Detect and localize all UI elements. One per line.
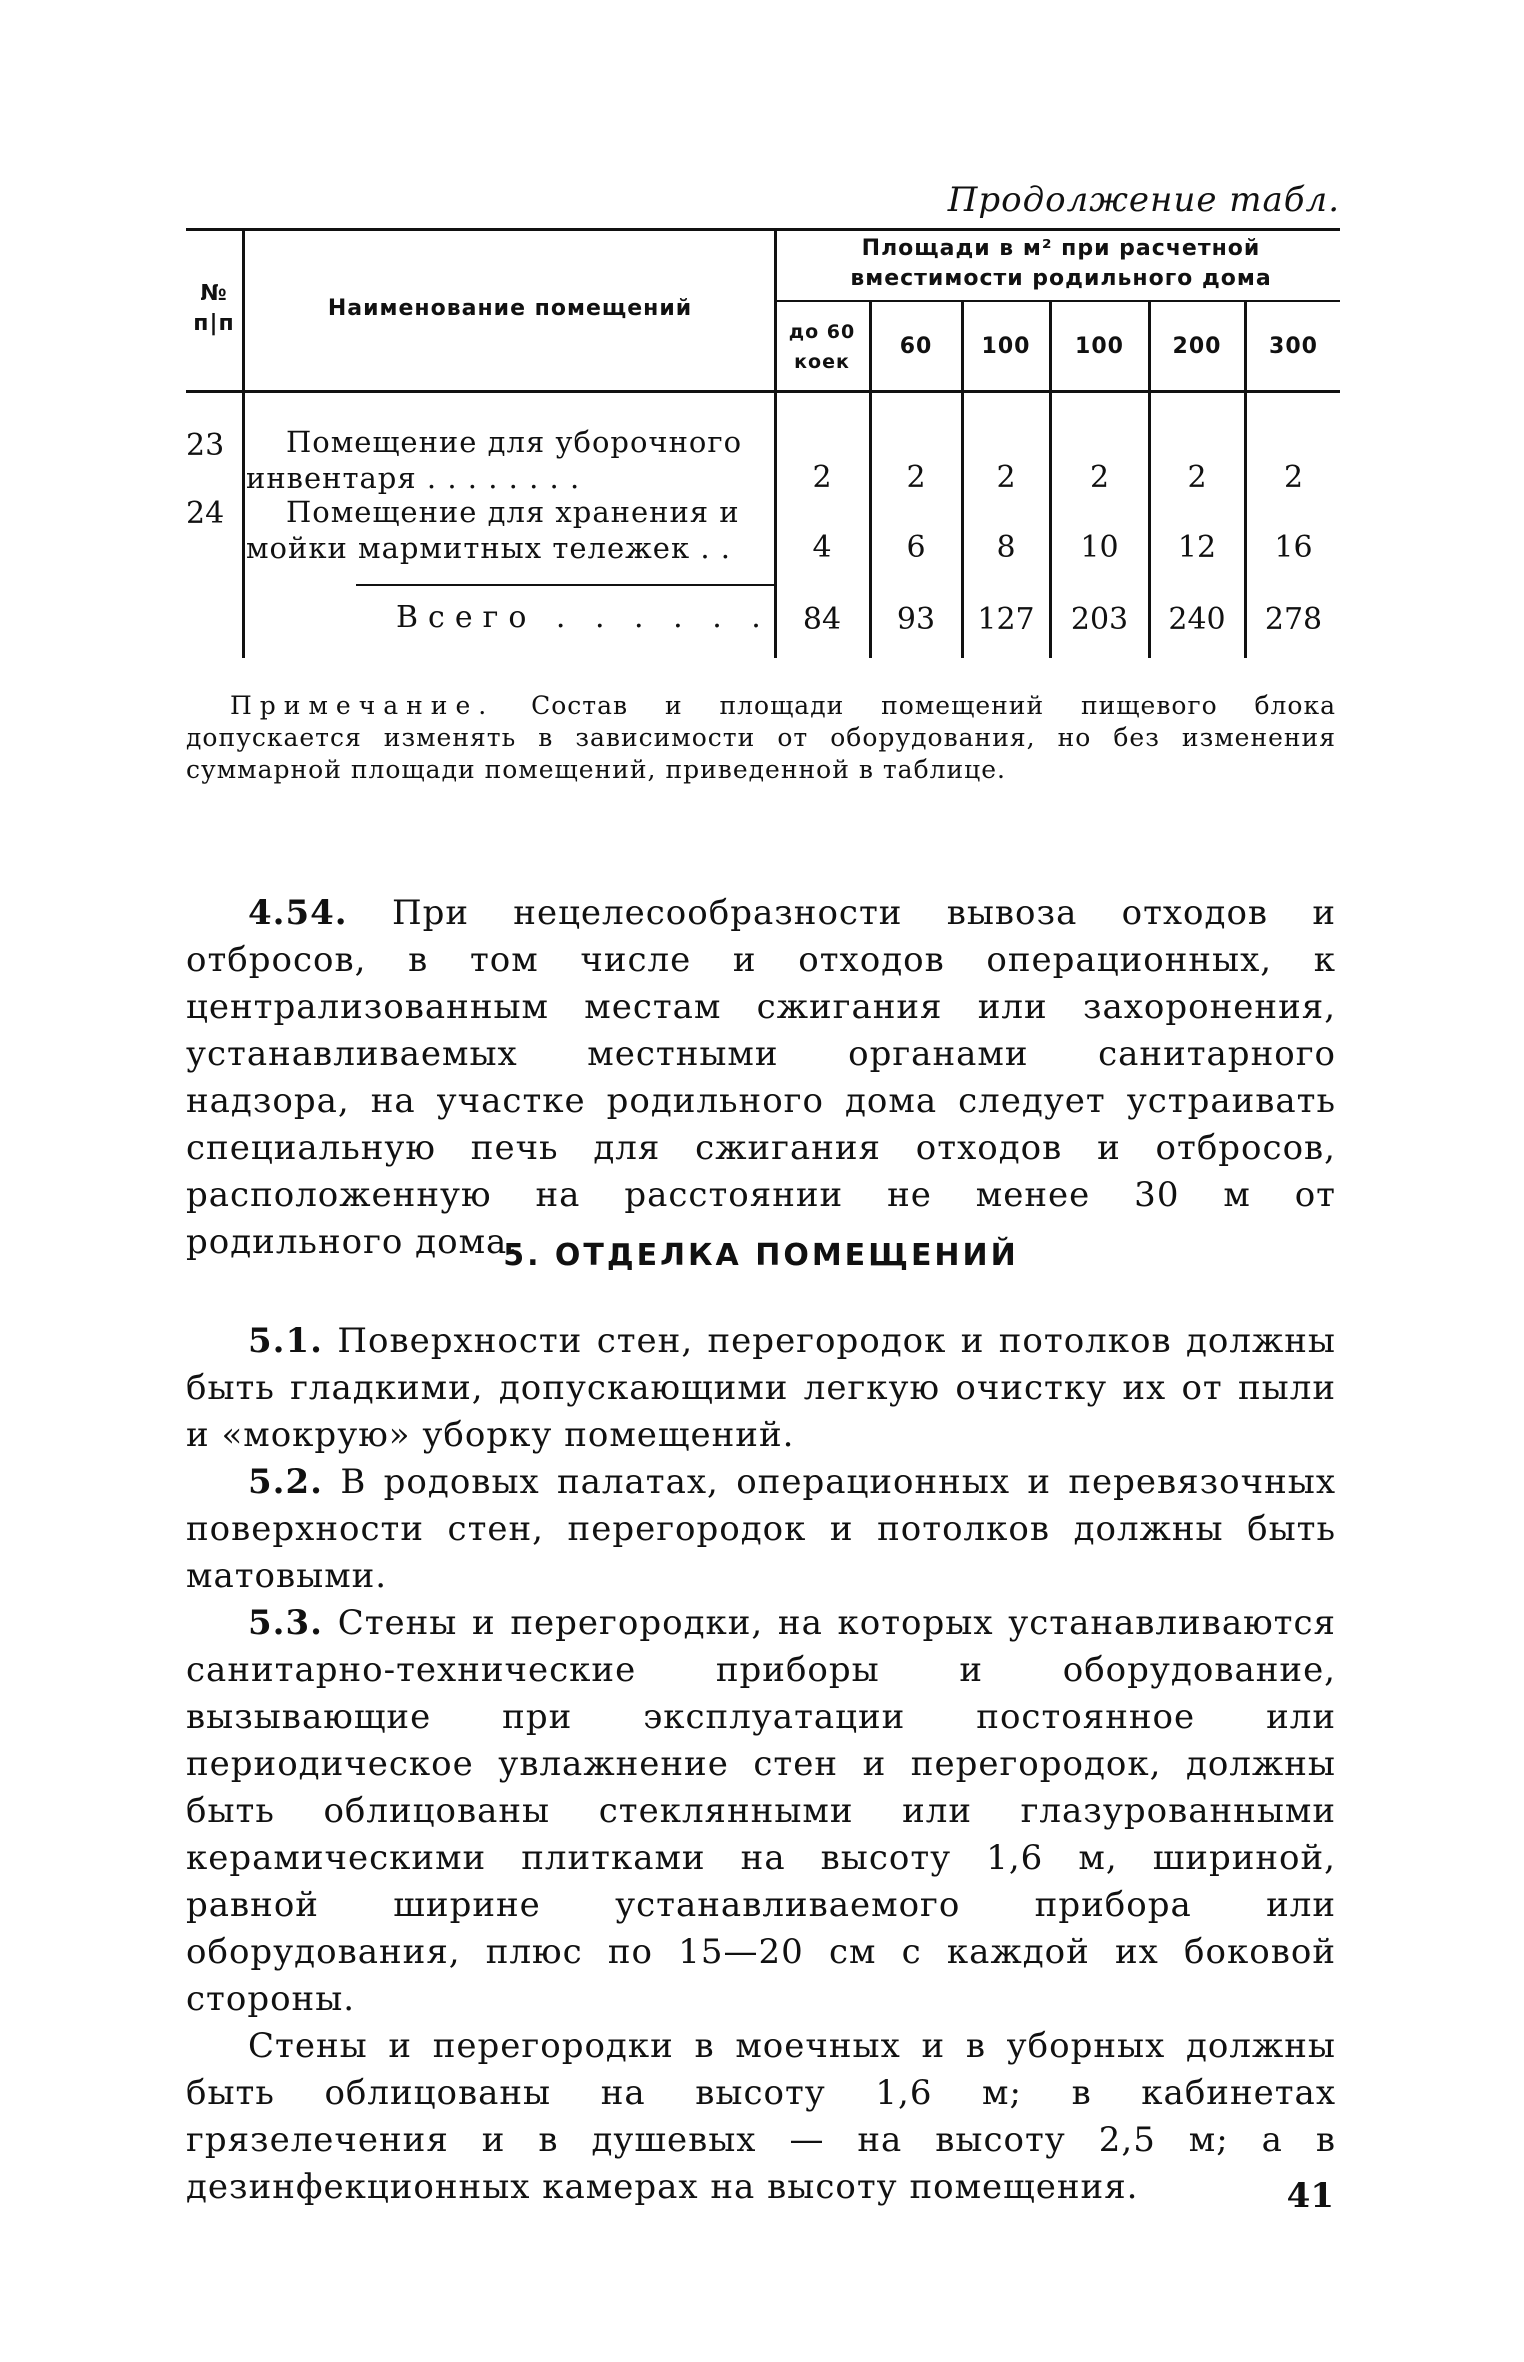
paragraph-5-3-continued — [186, 2023, 1336, 2211]
paragraph-4-54 — [186, 890, 1336, 1266]
header-room-name: Наименование помещений — [327, 296, 693, 321]
header-cap-6: 300 — [1269, 334, 1318, 359]
total-val-2: 93 — [896, 602, 936, 637]
row-23-val-1: 2 — [812, 460, 832, 495]
header-cap-5: 200 — [1172, 334, 1222, 359]
row-24-val-3: 8 — [996, 530, 1016, 565]
row-24-val-6: 16 — [1274, 530, 1313, 565]
header-area-group: Площади в м² при расчетной вместимости родильного дома — [850, 236, 1272, 291]
row-23-name-line2: инвентаря . . . . . . . . — [246, 461, 581, 495]
total-val-1: 84 — [802, 602, 842, 637]
section-title: 5. ОТДЕЛКА ПОМЕЩЕНИЙ — [503, 1238, 1019, 1273]
row-24-val-1: 4 — [812, 530, 832, 565]
row-24-val-2: 6 — [906, 530, 926, 565]
paragraph-5-1-number: 5.1. — [248, 1321, 323, 1361]
rooms-area-table — [186, 228, 1340, 658]
header-cap-3: 100 — [981, 334, 1031, 359]
table-note — [186, 690, 1336, 786]
paragraph-5-3-continued-text: Стены и перегородки в моечных и в уборных должны быть облицованы на высоту 1,6 м; в кабинетах грязелечения и в душевых — на высоту 2,5 м; а в дезинфекционных камерах на высоту помещения. — [186, 2026, 1336, 2207]
row-23-val-4: 2 — [1089, 460, 1110, 495]
header-number: № п|п — [193, 281, 235, 336]
col-no-rule — [242, 228, 245, 658]
row-23-val-5: 2 — [1187, 460, 1207, 495]
paragraph-4-54-number: 4.54. — [248, 893, 348, 933]
row-23-val-6: 2 — [1283, 460, 1304, 495]
row-23-number: 23 — [186, 428, 225, 463]
paragraph-5-1-text: Поверхности стен, перегородок и потолков должны быть гладкими, допускающими легкую очистку их от пыли и «мокрую» уборку помещений. — [186, 1321, 1336, 1455]
paragraph-5-2 — [186, 1459, 1336, 1600]
paragraph-5-2-number: 5.2. — [248, 1462, 323, 1502]
total-val-4: 203 — [1070, 602, 1129, 637]
header-cap-4: 100 — [1075, 334, 1124, 359]
section-5-paragraphs — [186, 1318, 1336, 2211]
paragraph-5-1 — [186, 1318, 1336, 1459]
row-23-name — [246, 424, 770, 496]
row-24-name — [246, 494, 770, 566]
row-23-val-2: 2 — [906, 460, 926, 495]
row-24-number: 24 — [186, 496, 225, 531]
row-24-name-line2: мойки мармитных тележек . . — [246, 531, 731, 565]
total-label: Всего . . . . . . — [396, 600, 771, 635]
continuation-label: Продолжение табл. — [947, 180, 1340, 220]
paragraph-5-3-number: 5.3. — [248, 1603, 323, 1643]
row-24-val-4: 10 — [1080, 530, 1119, 565]
paragraph-4-54-text: При нецелесообразности вывоза отходов и отбросов, в том числе и отходов операционных, к централизованным местам сжигания или захоронения, устанавливаемых местными органами санитарного надзора, на участке родильного дома следует устраивать специальную печь для сжигания отходов и отбросов, расположенную на расстоянии не менее 30 м от родильного дома. — [186, 893, 1337, 1262]
header-cap-2: 60 — [899, 334, 933, 359]
row-23-name-line1: Помещение для уборочного — [286, 425, 743, 459]
total-val-5: 240 — [1168, 602, 1226, 637]
note-text: Состав и площади помещений пищевого блока допускается изменять в зависимости от оборудования, но без изменения суммарной площади помещений, приведенной в таблице. — [186, 691, 1336, 784]
col-name-rule — [774, 228, 777, 658]
row-24-val-5: 12 — [1177, 530, 1217, 565]
row-23-val-3: 2 — [996, 460, 1016, 495]
total-top-rule — [356, 584, 776, 586]
note-label: Примечание. — [230, 691, 495, 720]
row-24-name-line1: Помещение для хранения и — [286, 495, 740, 529]
header-bottom-rule — [186, 390, 1340, 393]
header-cap-1: до 60 коек — [788, 321, 856, 373]
paragraph-5-3 — [186, 1600, 1336, 2023]
page-number: 41 — [1286, 2176, 1334, 2216]
total-val-3: 127 — [977, 602, 1035, 637]
paragraph-5-3-text: Стены и перегородки, на которых устанавливаются санитарно-технические приборы и оборудование, вызывающие при эксплуатации постоянное или периодическое увлажнение стен и перегородок, должны быть облицованы стеклянными или глазурованными керамическими плитками на высоту 1,6 м, шириной, равной ширине устанавливаемого прибора или оборудования, плюс по 15—20 см с каждой их боковой стороны. — [186, 1603, 1336, 2019]
paragraph-5-2-text: В родовых палатах, операционных и перевязочных поверхности стен, перегородок и потолков должны быть матовыми. — [186, 1462, 1336, 1596]
group-header-rule — [774, 300, 1340, 302]
total-val-6: 278 — [1264, 602, 1323, 637]
